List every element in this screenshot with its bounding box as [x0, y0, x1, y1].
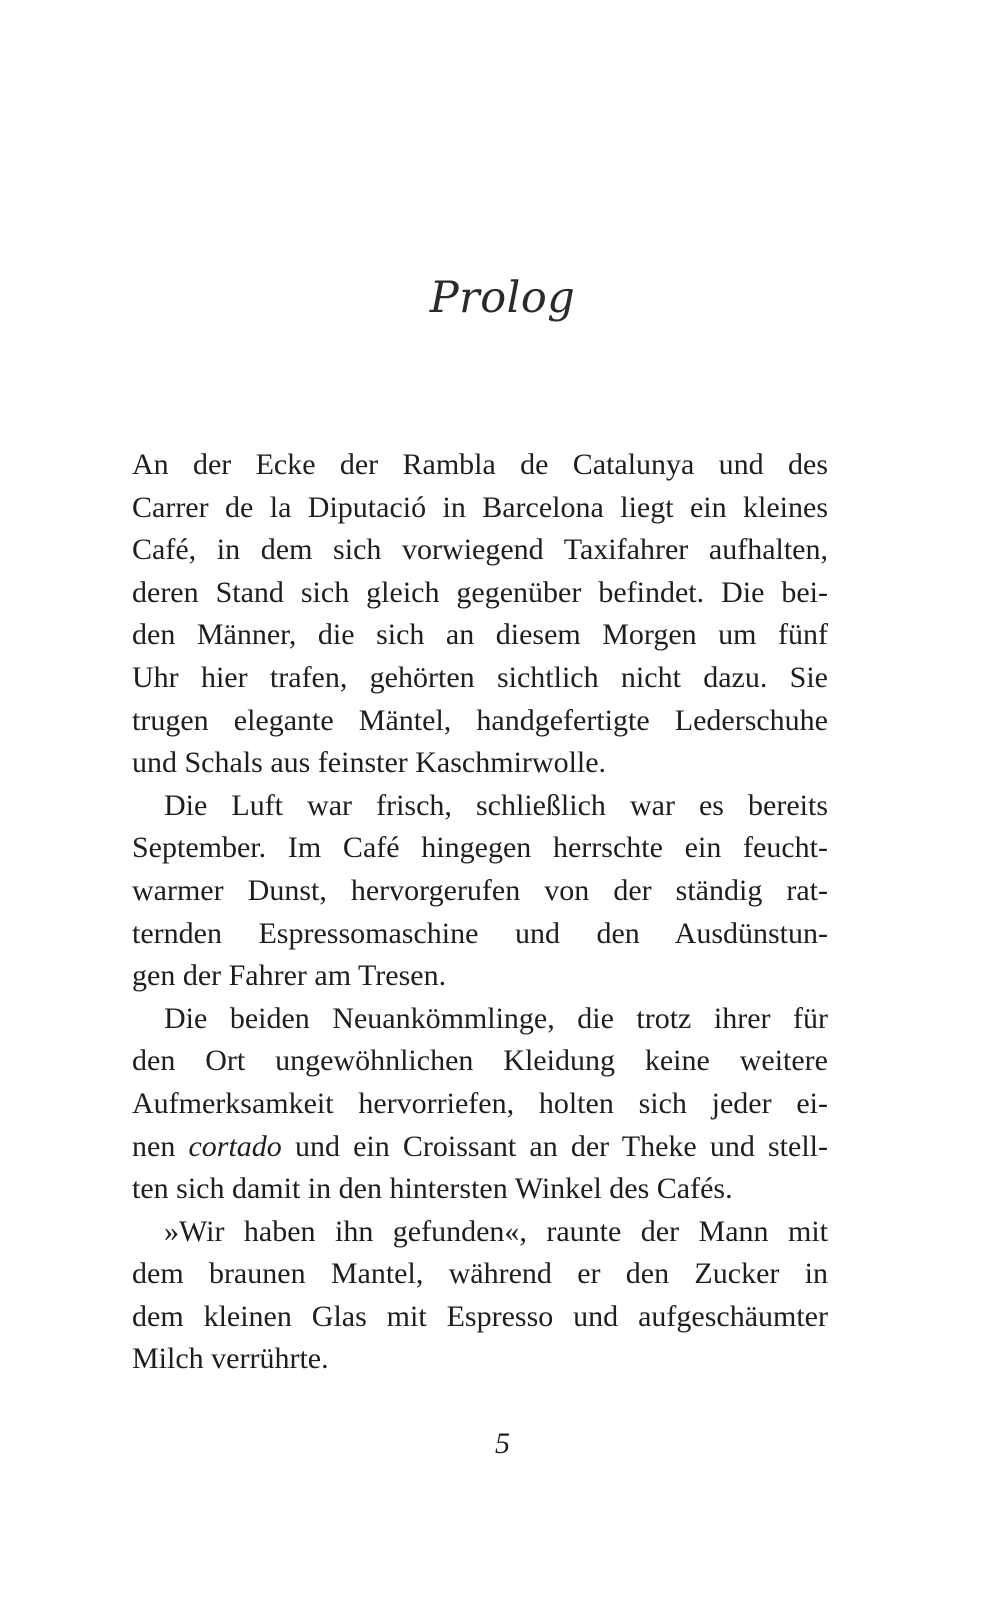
- body-text: [132, 444, 828, 1381]
- text-run: nen: [132, 1129, 189, 1163]
- paragraph: [132, 785, 828, 998]
- text-line: Milch verrührte.: [132, 1342, 329, 1376]
- text-line: »Wir haben ihn gefunden«, raunte der Mann mit: [164, 1214, 828, 1248]
- text-line: ternden Espressomaschine und den Ausdünstun-: [132, 916, 828, 950]
- text-line: ten sich damit in den hintersten Winkel des Cafés.: [132, 1172, 733, 1206]
- page-number: 5: [495, 1427, 510, 1460]
- paragraph: [132, 998, 828, 1211]
- text-line: Uhr hier trafen, gehörten sichtlich nicht dazu. Sie: [132, 660, 828, 694]
- text-line: den Ort ungewöhnlichen Kleidung keine weitere: [132, 1044, 828, 1078]
- text-line: Die beiden Neuankömmlinge, die trotz ihrer für: [164, 1001, 828, 1035]
- text-line: An der Ecke der Rambla de Catalunya und des: [132, 448, 828, 481]
- text-line: [132, 1126, 828, 1169]
- text-line: und Schals aus feinster Kaschmirwolle.: [132, 746, 607, 780]
- text-line: den Männer, die sich an diesem Morgen um fünf: [132, 618, 828, 652]
- italic-word: cortado: [188, 1129, 282, 1163]
- text-run: und ein Croissant an der Theke und stell-: [281, 1129, 828, 1163]
- text-line: dem kleinen Glas mit Espresso und aufgeschäumter: [132, 1299, 828, 1333]
- text-line: Carrer de la Diputació in Barcelona liegt ein kleines: [132, 490, 828, 524]
- text-line: September. Im Café hingegen herrschte ein feucht-: [132, 831, 828, 865]
- paragraph: [132, 1211, 828, 1381]
- chapter-title: Prolog: [429, 273, 576, 323]
- text-line: dem braunen Mantel, während er den Zucker in: [132, 1257, 828, 1291]
- text-line: deren Stand sich gleich gegenüber befindet. Die bei-: [132, 575, 828, 609]
- text-line: Die Luft war frisch, schließlich war es bereits: [164, 788, 828, 822]
- paragraph: [132, 444, 828, 785]
- text-line: gen der Fahrer am Tresen.: [132, 959, 447, 993]
- text-line: Café, in dem sich vorwiegend Taxifahrer aufhalten,: [132, 533, 828, 567]
- text-line: warmer Dunst, hervorgerufen von der ständig rat-: [132, 873, 828, 907]
- text-line: trugen elegante Mäntel, handgefertigte Lederschuhe: [132, 703, 828, 737]
- text-line: Aufmerksamkeit hervorriefen, holten sich jeder ei-: [132, 1086, 828, 1120]
